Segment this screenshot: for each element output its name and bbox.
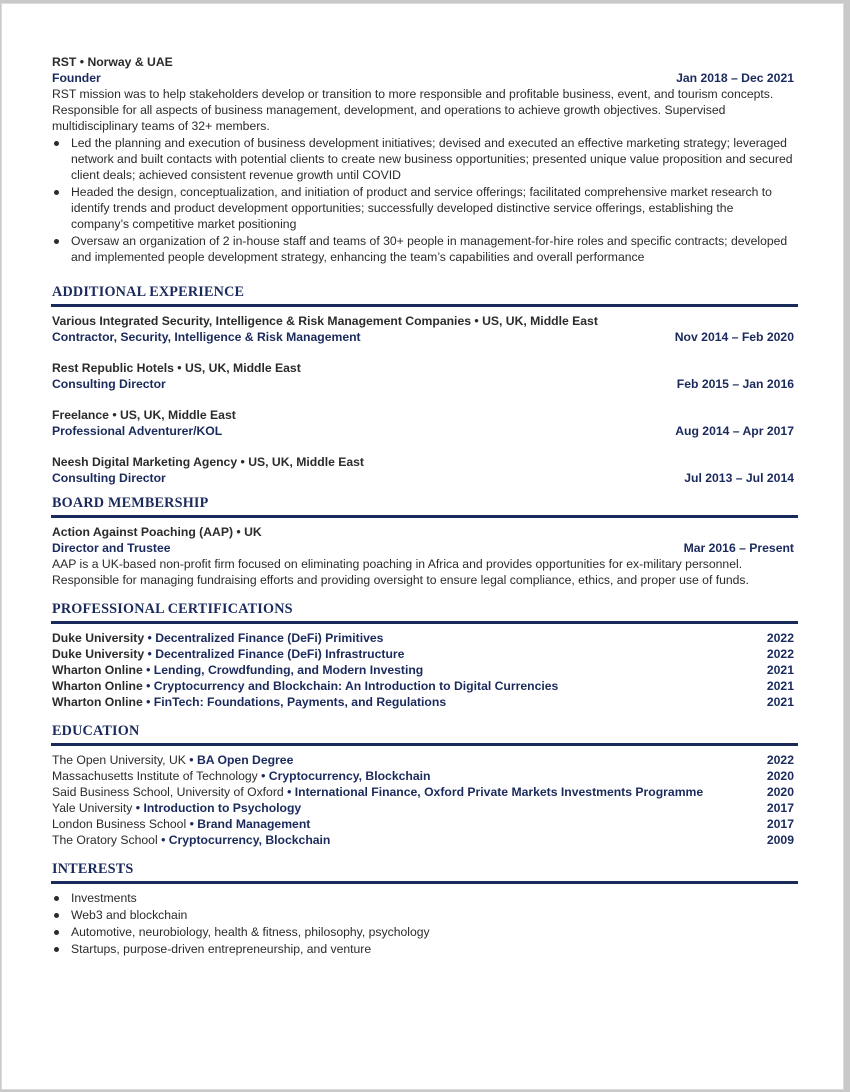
edu-institution: Said Business School, University of Oxford <box>52 785 284 799</box>
certification-row <box>52 630 794 646</box>
org-line <box>52 407 794 423</box>
achievement-item: Oversaw an organization of 2 in-house staff and teams of 30+ people in management-for-hire roles and specific contracts; developed and implemented people development strategy, enhancing the team’s capabilities and overall performance <box>52 233 794 265</box>
org-location: US, UK, Middle East <box>119 408 236 422</box>
section-heading-interests: INTERESTS <box>51 860 798 884</box>
experience-entry <box>52 454 794 486</box>
bullet-icon <box>54 913 59 918</box>
bullet-icon <box>54 947 59 952</box>
edu-course: BA Open Degree <box>196 753 294 767</box>
certification-list <box>52 630 794 710</box>
separator-dot: • <box>189 753 194 767</box>
interest-item: Web3 and blockchain <box>52 907 794 923</box>
additional-experience-list <box>52 313 794 486</box>
title-row <box>52 540 794 556</box>
org-name: Freelance <box>52 408 109 422</box>
education-row <box>52 768 794 784</box>
edu-year: 2022 <box>766 753 794 767</box>
experience-entry <box>52 313 794 345</box>
cert-institution: Wharton Online <box>52 695 143 709</box>
bullet-icon <box>54 239 59 244</box>
interest-item: Automotive, neurobiology, health & fitness, philosophy, psychology <box>52 924 794 940</box>
separator-dot: • <box>146 663 151 677</box>
job-dates: Jan 2018 – Dec 2021 <box>676 71 794 85</box>
bullet-icon <box>54 930 59 935</box>
education-row <box>52 784 794 800</box>
job-title: Contractor, Security, Intelligence & Risk Management <box>52 330 361 344</box>
org-location: US, UK, Middle East <box>184 361 301 375</box>
achievement-item: Led the planning and execution of business development initiatives; devised and executed an effective marketing strategy; leveraged network and built contacts with potential clients to create new business opportunities; presented unique value proposition and secured client deals; achieved consistent revenue growth until COVID <box>52 135 794 183</box>
edu-institution: Yale University <box>52 801 133 815</box>
cert-year: 2021 <box>766 695 794 709</box>
edu-institution: The Oratory School <box>52 833 158 847</box>
cert-year: 2021 <box>766 679 794 693</box>
cert-institution: Wharton Online <box>52 679 143 693</box>
section-heading-additional-experience: ADDITIONAL EXPERIENCE <box>51 283 798 307</box>
cert-institution: Duke University <box>52 631 145 645</box>
org-name: Rest Republic Hotels <box>52 361 174 375</box>
separator-dot: • <box>474 314 479 328</box>
separator-dot: • <box>79 55 85 69</box>
edu-year: 2017 <box>766 817 794 831</box>
separator-dot: • <box>240 455 245 469</box>
separator-dot: • <box>161 833 166 847</box>
edu-year: 2009 <box>766 833 794 847</box>
board-summary: AAP is a UK-based non-profit firm focused on eliminating poaching in Africa and provides opportunities for ex-military personnel. Responsible for managing fundraising efforts and providing oversight to ensure legal compliance, ethics, and proper use of funds. <box>52 557 749 587</box>
cert-course: Decentralized Finance (DeFi) Primitives <box>155 631 384 645</box>
board-dates: Mar 2016 – Present <box>683 541 794 555</box>
job-dates: Feb 2015 – Jan 2016 <box>676 377 794 391</box>
experience-entry <box>52 407 794 439</box>
org-line <box>52 360 794 376</box>
org-line <box>52 454 794 470</box>
job-title: Professional Adventurer/KOL <box>52 424 223 438</box>
certification-row <box>52 646 794 662</box>
org-line <box>52 54 794 70</box>
org-line <box>52 313 794 329</box>
org-location: US, UK, Middle East <box>248 455 364 469</box>
achievement-item: Headed the design, conceptualization, and initiation of product and service offerings; facilitated comprehensive market research to identify trends and product development opportunities; successfully developed distinctive service offerings, establishing the company’s competitive market positioning <box>52 184 794 232</box>
education-row <box>52 832 794 848</box>
edu-course: Introduction to Psychology <box>143 801 302 815</box>
edu-course: Cryptocurrency, Blockchain <box>268 769 431 783</box>
resume-page <box>1 3 844 1090</box>
interest-item: Startups, purpose-driven entrepreneurship, and venture <box>52 941 794 957</box>
org-name: Various Integrated Security, Intelligence & Risk Management Companies <box>52 314 472 328</box>
interest-list <box>52 890 794 957</box>
resume-content <box>52 54 794 957</box>
cert-course: Cryptocurrency and Blockchain: An Introduction to Digital Currencies <box>153 679 559 693</box>
achievement-list <box>52 135 794 265</box>
title-row <box>52 423 794 439</box>
job-title: Founder <box>52 71 101 85</box>
education-row <box>52 816 794 832</box>
cert-course: Decentralized Finance (DeFi) Infrastructure <box>155 647 405 661</box>
education-row <box>52 752 794 768</box>
edu-course: Cryptocurrency, Blockchain <box>168 833 331 847</box>
section-heading-certifications: PROFESSIONAL CERTIFICATIONS <box>51 600 798 624</box>
bullet-icon <box>54 896 59 901</box>
cert-institution: Duke University <box>52 647 145 661</box>
separator-dot: • <box>177 361 182 375</box>
cert-course: Lending, Crowdfunding, and Modern Investing <box>153 663 424 677</box>
bullet-icon <box>54 190 59 195</box>
org-location: Norway & UAE <box>87 55 173 69</box>
cert-year: 2022 <box>766 631 794 645</box>
education-row <box>52 800 794 816</box>
job-title: Consulting Director <box>52 377 166 391</box>
separator-dot: • <box>236 525 241 539</box>
cert-institution: Wharton Online <box>52 663 143 677</box>
separator-dot: • <box>135 801 141 815</box>
separator-dot: • <box>147 631 152 645</box>
edu-year: 2017 <box>766 801 794 815</box>
job-dates: Jul 2013 – Jul 2014 <box>684 471 794 485</box>
board-title: Director and Trustee <box>52 541 171 555</box>
cert-course: FinTech: Foundations, Payments, and Regulations <box>153 695 447 709</box>
title-row <box>52 70 794 86</box>
board-entry <box>52 524 794 588</box>
title-row <box>52 470 794 486</box>
cert-year: 2022 <box>766 647 794 661</box>
org-name: Action Against Poaching (AAP) <box>52 525 234 539</box>
experience-entry-rst <box>52 54 794 265</box>
edu-institution: London Business School <box>52 817 187 831</box>
role-summary: RST mission was to help stakeholders develop or transition to more responsible and profitable business, event, and tourism concepts. Responsible for all aspects of business management, development, and operations to achieve growth objectives. Supervised multidisciplinary teams of 32+ members. <box>52 87 774 133</box>
separator-dot: • <box>112 408 117 422</box>
certification-row <box>52 662 794 678</box>
org-line <box>52 524 794 540</box>
edu-institution: Massachusetts Institute of Technology <box>52 769 258 783</box>
edu-course: Brand Management <box>197 817 311 831</box>
interest-item: Investments <box>52 890 794 906</box>
org-location: US, UK, Middle East <box>482 314 598 328</box>
education-list <box>52 752 794 848</box>
experience-entry <box>52 360 794 392</box>
title-row <box>52 329 794 345</box>
org-name: Neesh Digital Marketing Agency <box>52 455 238 469</box>
certification-row <box>52 678 794 694</box>
title-row <box>52 376 794 392</box>
separator-dot: • <box>146 695 151 709</box>
edu-year: 2020 <box>766 769 794 783</box>
separator-dot: • <box>287 785 292 799</box>
separator-dot: • <box>189 817 194 831</box>
section-heading-board-membership: BOARD MEMBERSHIP <box>51 494 798 518</box>
org-name: RST <box>52 55 77 69</box>
edu-institution: The Open University, UK <box>52 753 186 767</box>
job-dates: Nov 2014 – Feb 2020 <box>674 330 794 344</box>
separator-dot: • <box>146 679 151 693</box>
certification-row <box>52 694 794 710</box>
job-dates: Aug 2014 – Apr 2017 <box>675 424 794 438</box>
cert-year: 2021 <box>766 663 794 677</box>
separator-dot: • <box>147 647 152 661</box>
section-heading-education: EDUCATION <box>51 722 798 746</box>
bullet-icon <box>54 141 59 146</box>
separator-dot: • <box>261 769 266 783</box>
edu-year: 2020 <box>766 785 794 799</box>
edu-course: International Finance, Oxford Private Markets Investments Programme <box>294 785 704 799</box>
job-title: Consulting Director <box>52 471 166 485</box>
org-location: UK <box>244 525 262 539</box>
